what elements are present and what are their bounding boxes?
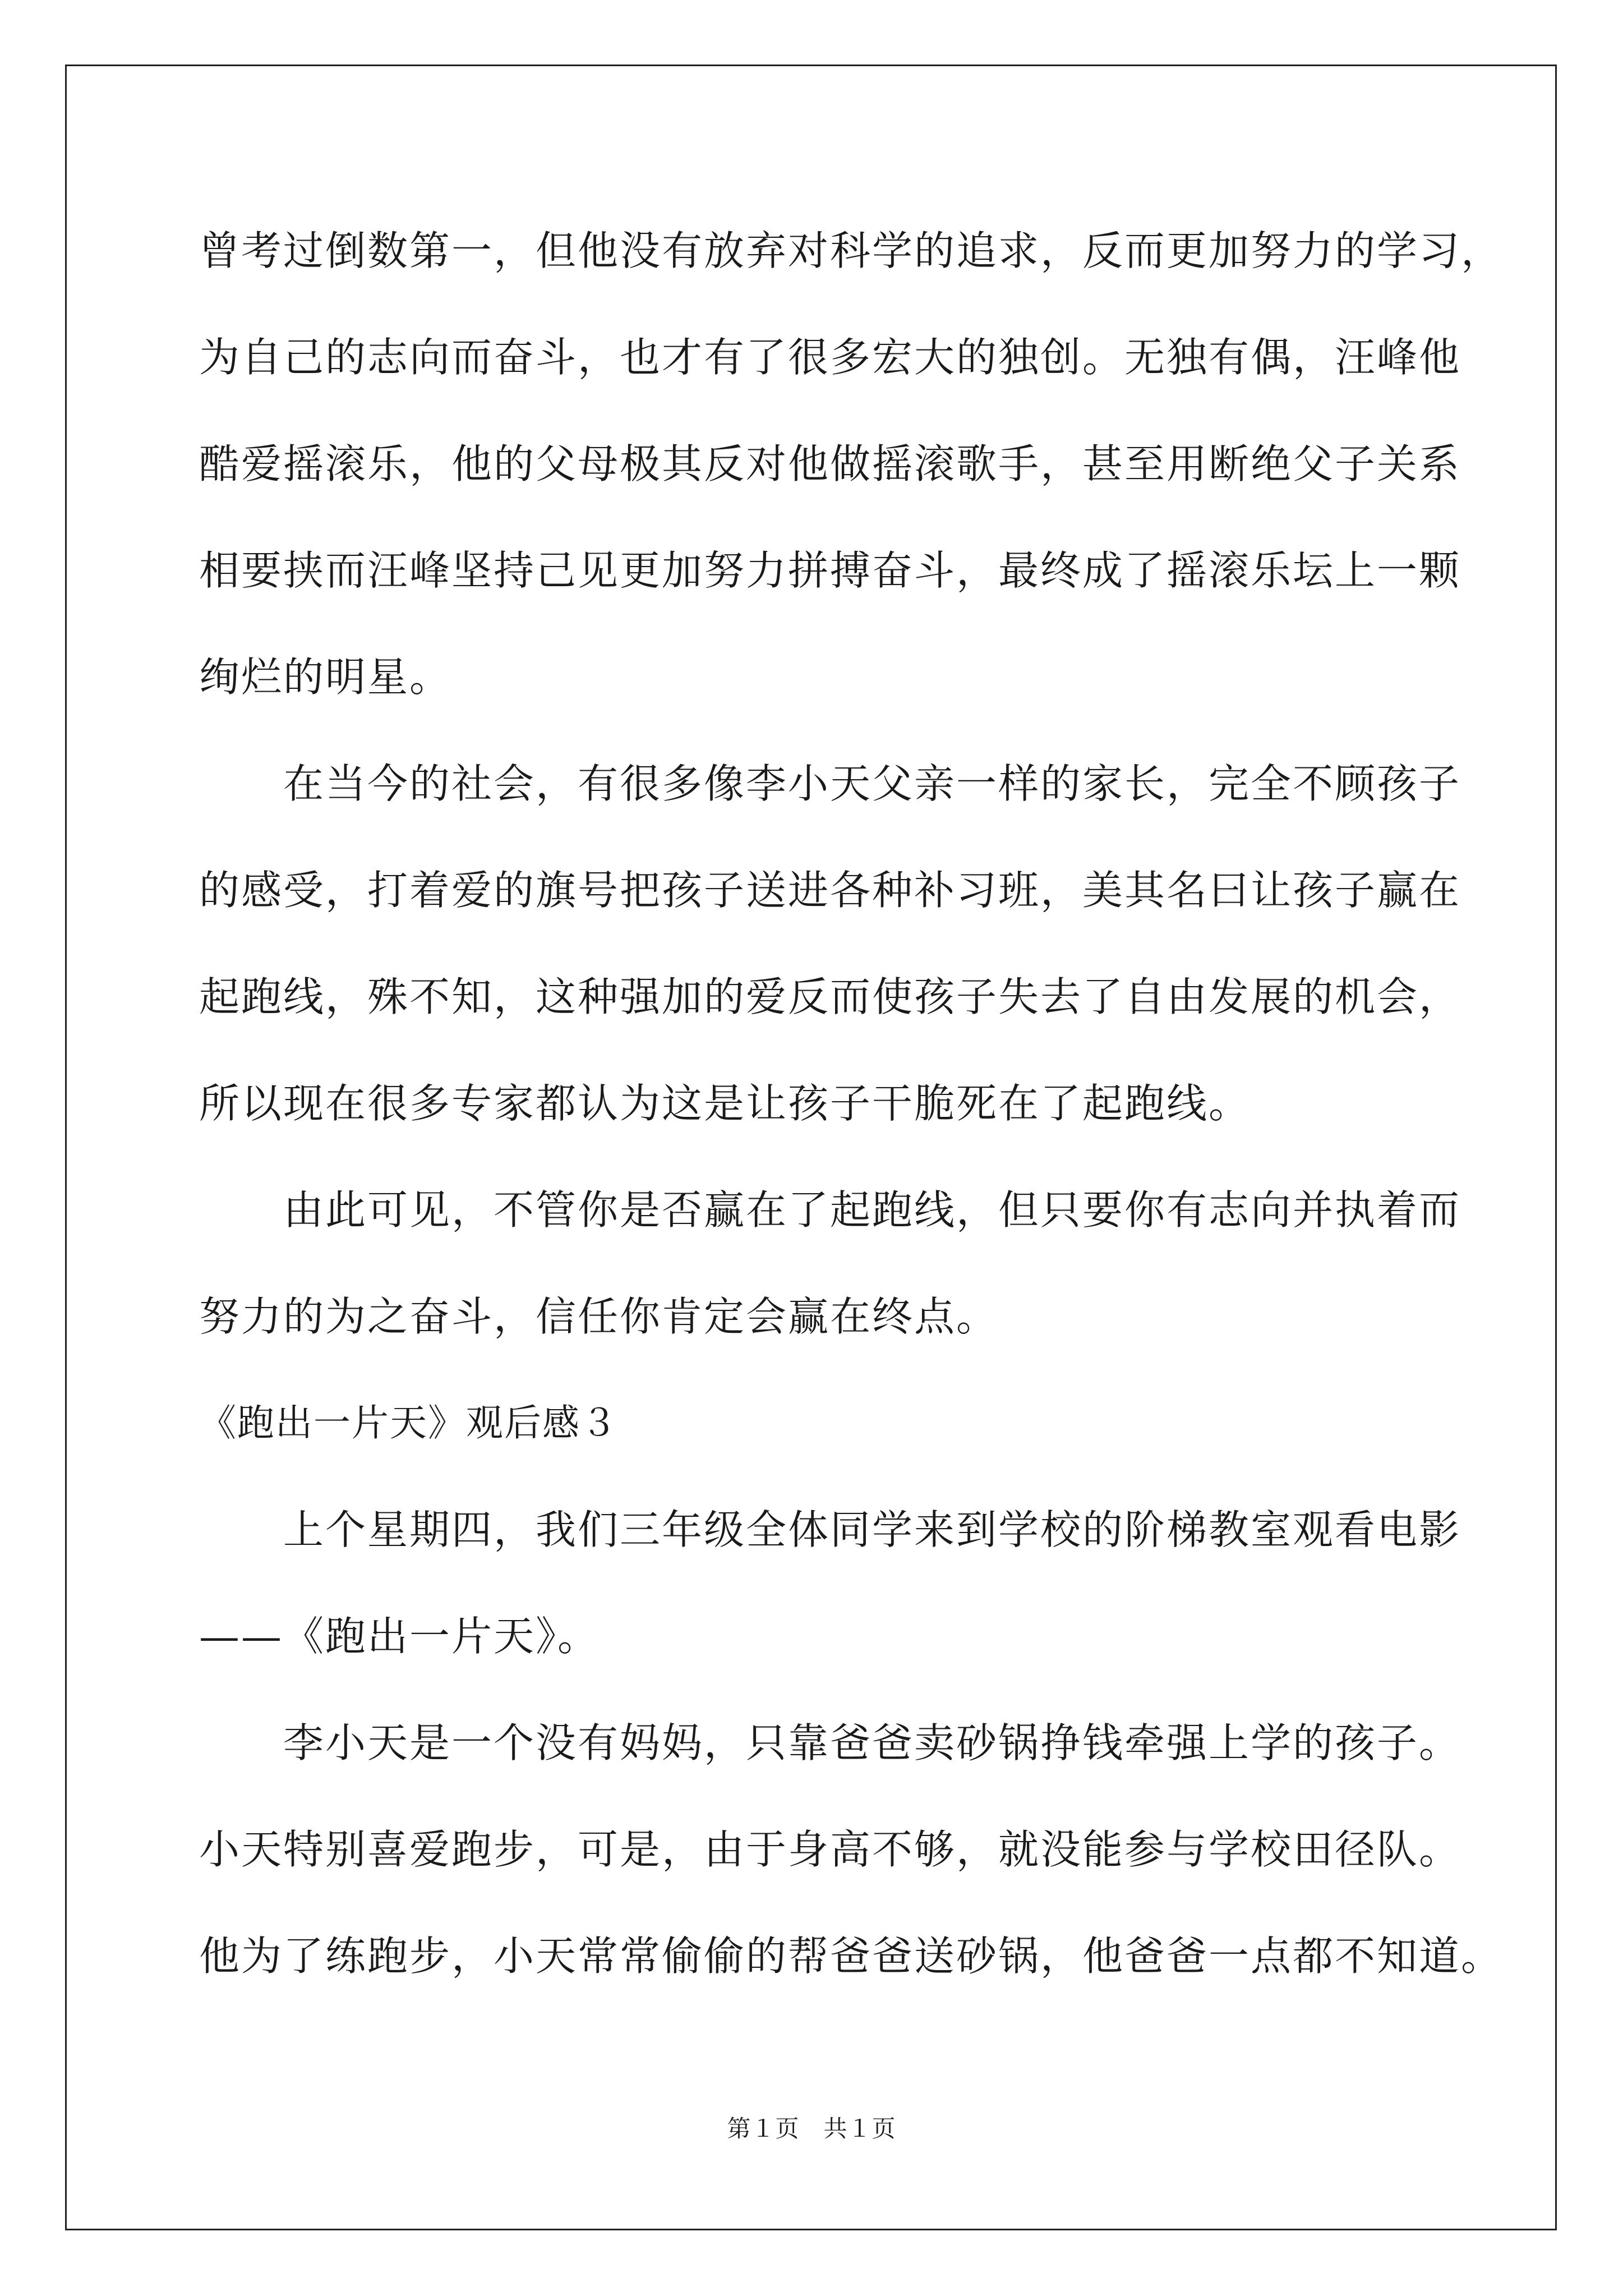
text-line: 上个星期四，我们三年级全体同学来到学校的阶梯教室观看电影 [199,1506,1461,1553]
text-line: 曾考过倒数第一，但他没有放弃对科学的追求，反而更加努力的学习， [199,227,1504,274]
text-line: 酷爱摇滚乐，他的父母极其反对他做摇滚歌手，甚至用断绝父子关系 [199,440,1461,487]
text-line: 绚烂的明星。 [199,654,452,701]
text-line: 努力的为之奋斗，信任你肯定会赢在终点。 [199,1293,999,1340]
text-line: 小天特别喜爱跑步，可是，由于身高不够，就没能参与学校田径队。 [199,1826,1461,1873]
text-line: 他为了练跑步，小天常常偷偷的帮爸爸送砂锅，他爸爸一点都不知道。 [199,1932,1504,1980]
text-line: ——《跑出一片天》。 [199,1613,600,1660]
text-line: 相要挟而汪峰坚持己见更加努力拼搏奋斗，最终成了摇滚乐坛上一颗 [199,547,1461,594]
text-line: 李小天是一个没有妈妈，只靠爸爸卖砂锅挣钱牵强上学的孩子。 [199,1719,1461,1766]
page-number-footer: 第１页 共１页 [727,2115,896,2142]
text-line: 的感受，打着爱的旗号把孩子送进各种补习班，美其名曰让孩子赢在 [199,867,1461,914]
text-line: 由此可见，不管你是否赢在了起跑线，但只要你有志向并执着而 [199,1186,1461,1234]
document-body [199,197,1504,2009]
text-line: 起跑线，殊不知，这种强加的爱反而使孩子失去了自由发展的机会， [199,973,1461,1020]
text-line: 为自己的志向而奋斗，也才有了很多宏大的独创。无独有偶，汪峰他 [199,334,1461,381]
section-heading: 《跑出一片天》观后感３ [199,1401,619,1444]
text-line: 在当今的社会，有很多像李小天父亲一样的家长，完全不顾孩子 [199,760,1461,807]
text-line: 所以现在很多专家都认为这是让孩子干脆死在了起跑线。 [199,1080,1251,1127]
